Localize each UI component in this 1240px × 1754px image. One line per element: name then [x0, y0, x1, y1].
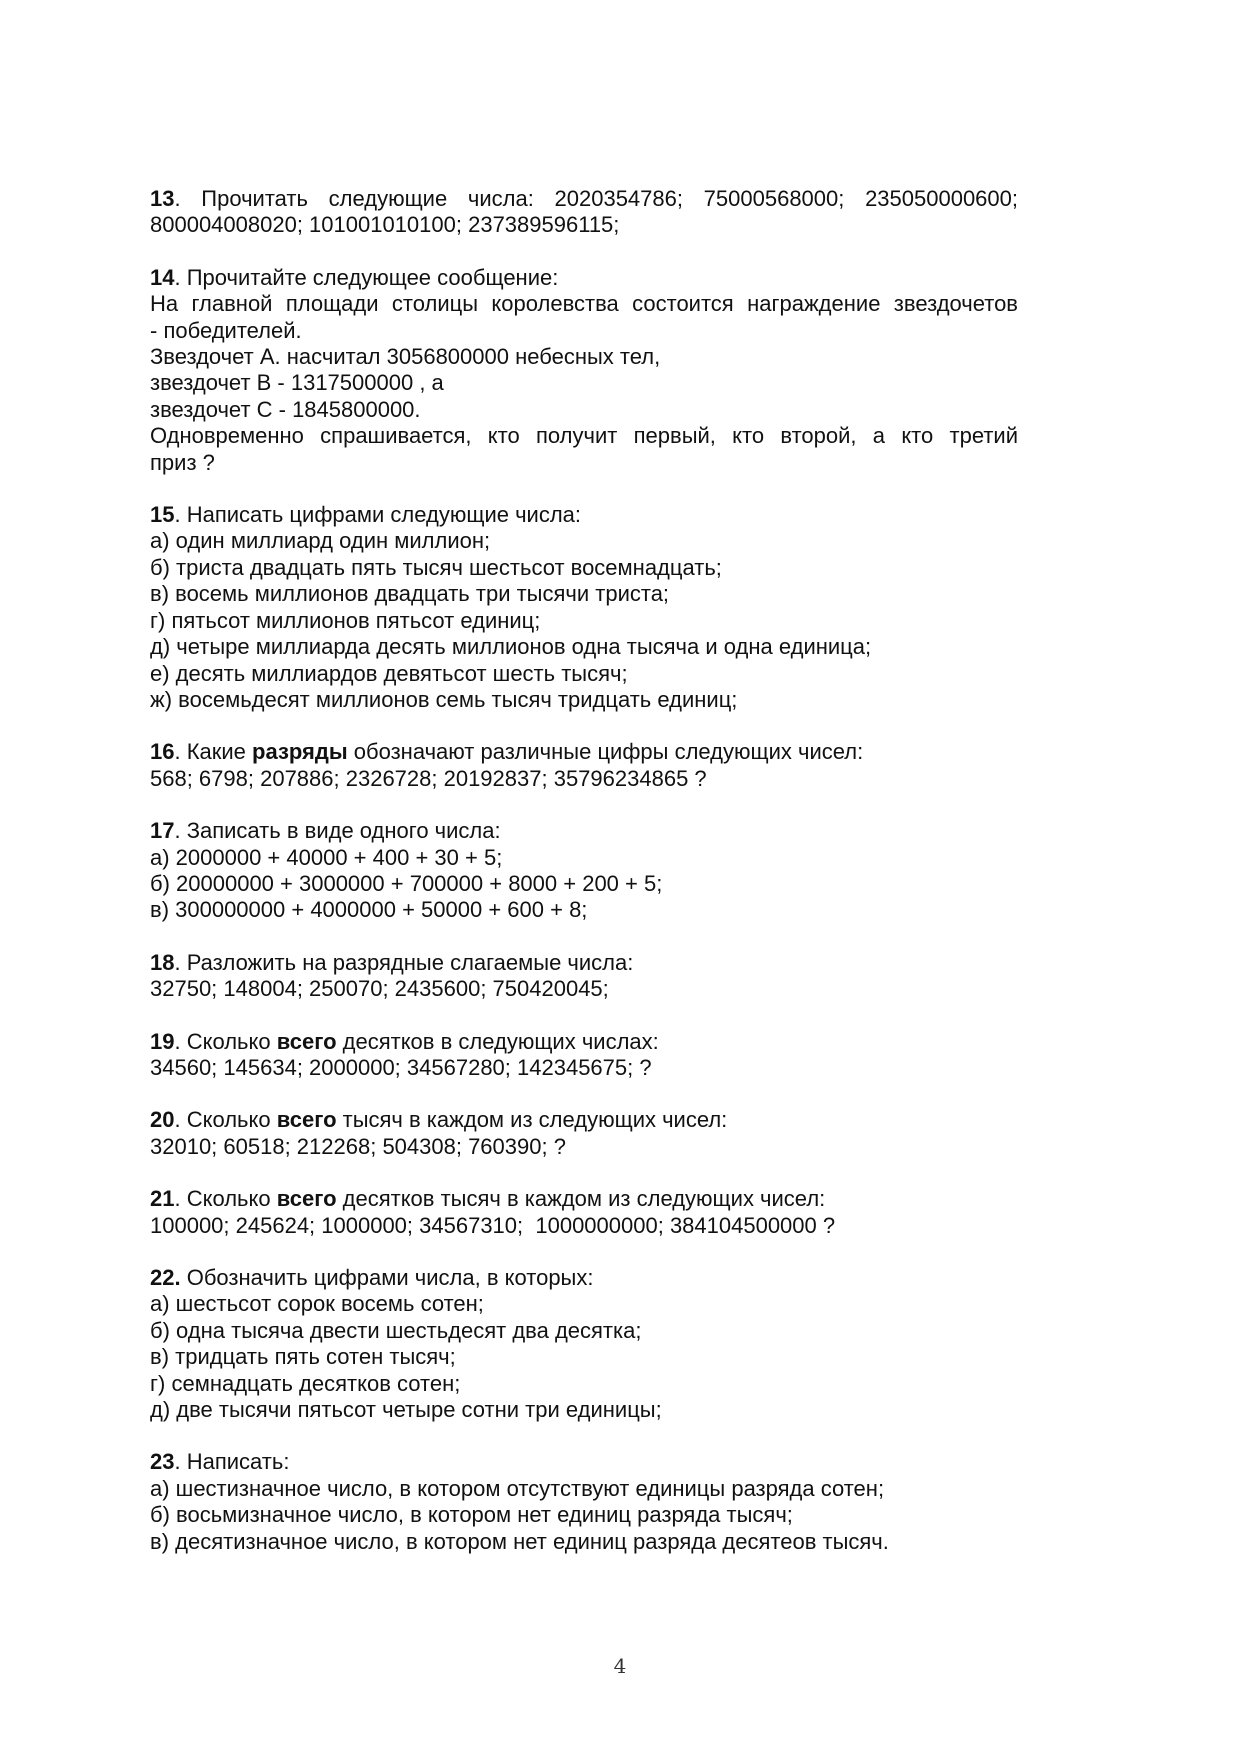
task-19-text-post: десятков в следующих числах:: [336, 1028, 659, 1054]
task-15-item: в) восемь миллионов двадцать три тысячи триста;: [150, 581, 670, 607]
task-23: [150, 1449, 1018, 1555]
task-15-number: 15: [150, 502, 175, 528]
task-22-item: в) тридцать пять сотен тысяч;: [150, 1344, 456, 1370]
task-14: [150, 265, 1018, 476]
task-18-text: . Разложить на разрядные слагаемые числа:: [174, 949, 634, 975]
task-17: [150, 818, 1018, 924]
task-14-message-line: - победителей.: [150, 317, 302, 343]
task-13-text: . Прочитать следующие числа: 2020354786; 75000568000; 235050000600;: [174, 186, 1018, 211]
task-15-item: е) десять миллиардов девятьсот шесть тысяч;: [150, 660, 628, 686]
task-19-emphasis: всего: [276, 1028, 337, 1054]
task-15-item: д) четыре миллиарда десять миллионов одна тысяча и одна единица;: [150, 634, 872, 660]
task-20-text-post: тысяч в каждом из следующих чисел:: [336, 1107, 728, 1133]
task-21: [150, 1186, 1018, 1239]
task-18-line-2: 32750; 148004; 250070; 2435600; 750420045;: [150, 976, 609, 1002]
task-22: [150, 1265, 1018, 1423]
task-18-line-1: [150, 950, 1018, 976]
task-14-message-line: Звездочет А. насчитал 3056800000 небесных тел,: [150, 344, 661, 370]
task-23-line-1: [150, 1449, 1018, 1475]
task-23-item: в) десятизначное число, в котором нет единиц разряда десятеов тысяч.: [150, 1528, 889, 1554]
task-23-number: 23: [150, 1449, 175, 1475]
task-13-line-2: 800004008020; 101001010100; 237389596115;: [150, 212, 620, 238]
task-14-text: . Прочитайте следующее сообщение:: [174, 264, 559, 290]
task-15-item: ж) восемьдесят миллионов семь тысяч тридцать единиц;: [150, 686, 738, 712]
task-14-message-line: приз ?: [150, 449, 215, 475]
task-17-item: а) 2000000 + 40000 + 400 + 30 + 5;: [150, 844, 503, 870]
task-14-message-line: Одновременно спрашивается, кто получит первый, кто второй, а кто третий: [150, 423, 1018, 449]
task-17-number: 17: [150, 818, 175, 844]
task-17-item: в) 300000000 + 4000000 + 50000 + 600 + 8;: [150, 897, 588, 923]
task-22-text: Обозначить цифрами числа, в которых:: [180, 1265, 594, 1290]
task-20: [150, 1107, 1018, 1160]
task-13: [150, 186, 1018, 239]
task-15-item: б) триста двадцать пять тысяч шестьсот восемнадцать;: [150, 554, 722, 580]
task-list: [150, 186, 1018, 1581]
task-13-number: 13: [150, 186, 175, 211]
task-22-item: д) две тысячи пятьсот четыре сотни три единицы;: [150, 1397, 662, 1423]
task-14-message-line: звездочет С - 1845800000.: [150, 396, 421, 422]
task-16-number: 16: [150, 739, 175, 765]
task-22-item: б) одна тысяча двести шестьдесят два десятка;: [150, 1317, 642, 1343]
task-14-message-line: звездочет В - 1317500000 , а: [150, 370, 444, 396]
task-17-item: б) 20000000 + 3000000 + 700000 + 8000 + 200 + 5;: [150, 870, 663, 896]
task-21-number: 21: [150, 1186, 175, 1212]
task-21-text-pre: . Сколько: [174, 1186, 277, 1212]
task-15-item: а) один миллиард один миллион;: [150, 528, 491, 554]
task-14-number: 14: [150, 264, 175, 290]
task-19-line-2: 34560; 145634; 2000000; 34567280; 142345675; ?: [150, 1054, 652, 1080]
task-23-item: а) шестизначное число, в котором отсутствуют единицы разряда сотен;: [150, 1475, 885, 1501]
task-20-line-2: 32010; 60518; 212268; 504308; 760390; ?: [150, 1133, 566, 1159]
task-14-line-1: [150, 265, 1018, 291]
task-22-item: а) шестьсот сорок восемь сотен;: [150, 1291, 484, 1317]
task-21-emphasis: всего: [276, 1186, 337, 1212]
task-16-text-pre: . Какие: [174, 739, 253, 765]
task-17-line-1: [150, 818, 1018, 844]
task-21-line-1: [150, 1186, 1018, 1212]
task-18: [150, 950, 1018, 1003]
task-22-item: г) семнадцать десятков сотен;: [150, 1370, 461, 1396]
task-15-text: . Написать цифрами следующие числа:: [174, 502, 582, 528]
task-19-number: 19: [150, 1028, 175, 1054]
task-16-text-post: обозначают различные цифры следующих чисел:: [347, 739, 864, 765]
task-16-emphasis: разряды: [252, 739, 348, 765]
task-15-item: г) пятьсот миллионов пятьсот единиц;: [150, 607, 541, 633]
task-21-text-post: десятков тысяч в каждом из следующих чисел:: [336, 1186, 826, 1212]
task-22-line-1: [150, 1265, 1018, 1291]
task-14-message-line: На главной площади столицы королевства состоится награждение звездочетов: [150, 291, 1018, 317]
task-20-emphasis: всего: [276, 1107, 337, 1133]
task-16-line-1: [150, 739, 1018, 765]
task-20-line-1: [150, 1107, 1018, 1133]
task-19-line-1: [150, 1029, 1018, 1055]
task-20-text-pre: . Сколько: [174, 1107, 277, 1133]
task-15-line-1: [150, 502, 1018, 528]
task-22-number: 22.: [150, 1265, 181, 1290]
task-16: [150, 739, 1018, 792]
task-18-number: 18: [150, 949, 175, 975]
task-19-text-pre: . Сколько: [174, 1028, 277, 1054]
task-19: [150, 1029, 1018, 1082]
task-13-line-1: [150, 186, 1018, 212]
task-23-text: . Написать:: [174, 1449, 290, 1475]
task-23-item: б) восьмизначное число, в котором нет единиц разряда тысяч;: [150, 1502, 793, 1528]
task-16-line-2: 568; 6798; 207886; 2326728; 20192837; 35796234865 ?: [150, 765, 707, 791]
task-17-text: . Записать в виде одного числа:: [174, 818, 501, 844]
task-21-line-2: 100000; 245624; 1000000; 34567310; 1000000000; 384104500000 ?: [150, 1212, 836, 1238]
task-20-number: 20: [150, 1107, 175, 1133]
task-15: [150, 502, 1018, 713]
page-number: 4: [613, 1654, 627, 1678]
